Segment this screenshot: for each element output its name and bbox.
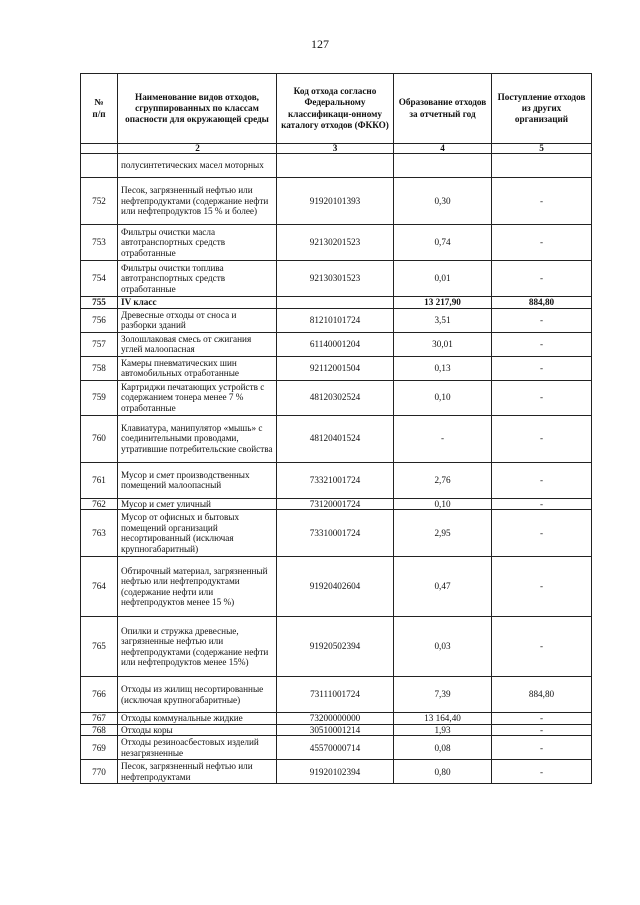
waste-name: Отходы из жилищ несортированные (исключая крупногабаритные) — [118, 677, 277, 713]
received-amount: - — [492, 178, 592, 225]
formed-amount — [394, 154, 492, 178]
table-row — [81, 380, 592, 415]
waste-name: IV класс — [118, 297, 277, 309]
row-number: 754 — [81, 261, 118, 297]
received-amount: - — [492, 736, 592, 760]
table-row — [81, 356, 592, 380]
waste-name: Фильтры очистки масла автотранспортных средств отработанные — [118, 225, 277, 261]
table-row — [81, 332, 592, 356]
formed-amount: 13 217,90 — [394, 297, 492, 309]
formed-amount: 0,08 — [394, 736, 492, 760]
waste-name: полусинтетических масел моторных — [118, 154, 277, 178]
header-waste-name: Наименование видов отходов, сгруппированных по классам опасности для окружающей среды — [118, 74, 277, 144]
formed-amount: 13 164,40 — [394, 713, 492, 725]
row-number: 758 — [81, 356, 118, 380]
received-amount: - — [492, 332, 592, 356]
column-number — [81, 144, 118, 154]
fkko-code: 73200000000 — [277, 713, 394, 725]
received-amount — [492, 154, 592, 178]
row-number: 759 — [81, 380, 118, 415]
fkko-code — [277, 297, 394, 309]
received-amount: 884,80 — [492, 677, 592, 713]
row-number: 761 — [81, 462, 118, 498]
header-number: № п/п — [81, 74, 118, 144]
table-row — [81, 297, 592, 309]
table-body — [81, 154, 592, 784]
fkko-code: 92130301523 — [277, 261, 394, 297]
received-amount: - — [492, 557, 592, 617]
formed-amount: 30,01 — [394, 332, 492, 356]
fkko-code: 92112001504 — [277, 356, 394, 380]
waste-name: Опилки и стружка древесные, загрязненные нефтью или нефтепродуктами (содержание нефти или нефтепродуктов менее 15%) — [118, 617, 277, 677]
table-header-row — [81, 74, 592, 144]
waste-name: Мусор и смет уличный — [118, 498, 277, 510]
table-row — [81, 724, 592, 736]
fkko-code: 61140001204 — [277, 332, 394, 356]
waste-name: Золошлаковая смесь от сжигания углей малоопасная — [118, 332, 277, 356]
row-number: 755 — [81, 297, 118, 309]
received-amount: - — [492, 713, 592, 725]
row-number: 752 — [81, 178, 118, 225]
received-amount: - — [492, 261, 592, 297]
row-number: 757 — [81, 332, 118, 356]
formed-amount: 2,95 — [394, 510, 492, 557]
table-row — [81, 225, 592, 261]
received-amount: - — [492, 225, 592, 261]
table-row — [81, 557, 592, 617]
waste-name: Песок, загрязненный нефтью или нефтепродуктами (содержание нефти или нефтепродуктов 15 % и более) — [118, 178, 277, 225]
column-number: 5 — [492, 144, 592, 154]
row-number: 763 — [81, 510, 118, 557]
fkko-code: 91920102394 — [277, 760, 394, 784]
formed-amount: 7,39 — [394, 677, 492, 713]
formed-amount: 0,47 — [394, 557, 492, 617]
fkko-code: 73111001724 — [277, 677, 394, 713]
table-row — [81, 261, 592, 297]
formed-amount: 0,03 — [394, 617, 492, 677]
column-number: 4 — [394, 144, 492, 154]
fkko-code: 91920101393 — [277, 178, 394, 225]
fkko-code: 73120001724 — [277, 498, 394, 510]
table-row — [81, 736, 592, 760]
waste-table — [80, 73, 592, 784]
table-row — [81, 308, 592, 332]
table-row — [81, 713, 592, 725]
fkko-code: 81210101724 — [277, 308, 394, 332]
received-amount: - — [492, 462, 592, 498]
received-amount: - — [492, 380, 592, 415]
formed-amount: 0,30 — [394, 178, 492, 225]
table-row — [81, 154, 592, 178]
table-row — [81, 510, 592, 557]
table-row — [81, 178, 592, 225]
received-amount: - — [492, 724, 592, 736]
waste-name: Обтирочный материал, загрязненный нефтью или нефтепродуктами (содержание нефти или нефтепродуктов менее 15 %) — [118, 557, 277, 617]
formed-amount: 0,80 — [394, 760, 492, 784]
waste-name: Отходы резиноасбестовых изделий незагрязненные — [118, 736, 277, 760]
formed-amount: 0,10 — [394, 380, 492, 415]
row-number: 766 — [81, 677, 118, 713]
header-fkko-code: Код отхода согласно Федеральному классификаци-онному каталогу отходов (ФККО) — [277, 74, 394, 144]
received-amount: - — [492, 498, 592, 510]
formed-amount: 2,76 — [394, 462, 492, 498]
table-row — [81, 760, 592, 784]
formed-amount: 0,13 — [394, 356, 492, 380]
row-number: 764 — [81, 557, 118, 617]
fkko-code: 45570000714 — [277, 736, 394, 760]
row-number — [81, 154, 118, 178]
received-amount: - — [492, 415, 592, 462]
table-row — [81, 498, 592, 510]
received-amount: - — [492, 617, 592, 677]
formed-amount: 0,74 — [394, 225, 492, 261]
row-number: 753 — [81, 225, 118, 261]
received-amount: - — [492, 760, 592, 784]
formed-amount: 0,01 — [394, 261, 492, 297]
table-row — [81, 415, 592, 462]
formed-amount: - — [394, 415, 492, 462]
formed-amount: 0,10 — [394, 498, 492, 510]
page-number: 127 — [311, 37, 329, 51]
waste-name: Клавиатура, манипулятор «мышь» с соединительными проводами, утратившие потребительские свойства — [118, 415, 277, 462]
row-number: 765 — [81, 617, 118, 677]
fkko-code: 91920502394 — [277, 617, 394, 677]
fkko-code — [277, 154, 394, 178]
received-amount: - — [492, 308, 592, 332]
fkko-code: 48120401524 — [277, 415, 394, 462]
waste-name: Картриджи печатающих устройств с содержанием тонера менее 7 % отработанные — [118, 380, 277, 415]
row-number: 768 — [81, 724, 118, 736]
waste-name: Отходы коры — [118, 724, 277, 736]
row-number: 767 — [81, 713, 118, 725]
fkko-code: 48120302524 — [277, 380, 394, 415]
waste-name: Фильтры очистки топлива автотранспортных средств отработанные — [118, 261, 277, 297]
column-numbers-row — [81, 144, 592, 154]
fkko-code: 91920402604 — [277, 557, 394, 617]
received-amount: 884,80 — [492, 297, 592, 309]
header-received: Поступление отходов из других организаций — [492, 74, 592, 144]
column-number: 2 — [118, 144, 277, 154]
waste-name: Древесные отходы от сноса и разборки зданий — [118, 308, 277, 332]
row-number: 760 — [81, 415, 118, 462]
waste-name: Отходы коммунальные жидкие — [118, 713, 277, 725]
fkko-code: 73310001724 — [277, 510, 394, 557]
row-number: 770 — [81, 760, 118, 784]
column-number: 3 — [277, 144, 394, 154]
fkko-code: 92130201523 — [277, 225, 394, 261]
row-number: 756 — [81, 308, 118, 332]
formed-amount: 1,93 — [394, 724, 492, 736]
table-row — [81, 617, 592, 677]
table-row — [81, 462, 592, 498]
header-formed: Образование отходов за отчетный год — [394, 74, 492, 144]
waste-name: Мусор и смет производственных помещений малоопасный — [118, 462, 277, 498]
waste-name: Камеры пневматических шин автомобильных отработанные — [118, 356, 277, 380]
row-number: 769 — [81, 736, 118, 760]
waste-name: Мусор от офисных и бытовых помещений организаций несортированный (исключая крупногабаритный) — [118, 510, 277, 557]
formed-amount: 3,51 — [394, 308, 492, 332]
row-number: 762 — [81, 498, 118, 510]
table-row — [81, 677, 592, 713]
waste-name: Песок, загрязненный нефтью или нефтепродуктами — [118, 760, 277, 784]
received-amount: - — [492, 356, 592, 380]
fkko-code: 30510001214 — [277, 724, 394, 736]
received-amount: - — [492, 510, 592, 557]
fkko-code: 73321001724 — [277, 462, 394, 498]
